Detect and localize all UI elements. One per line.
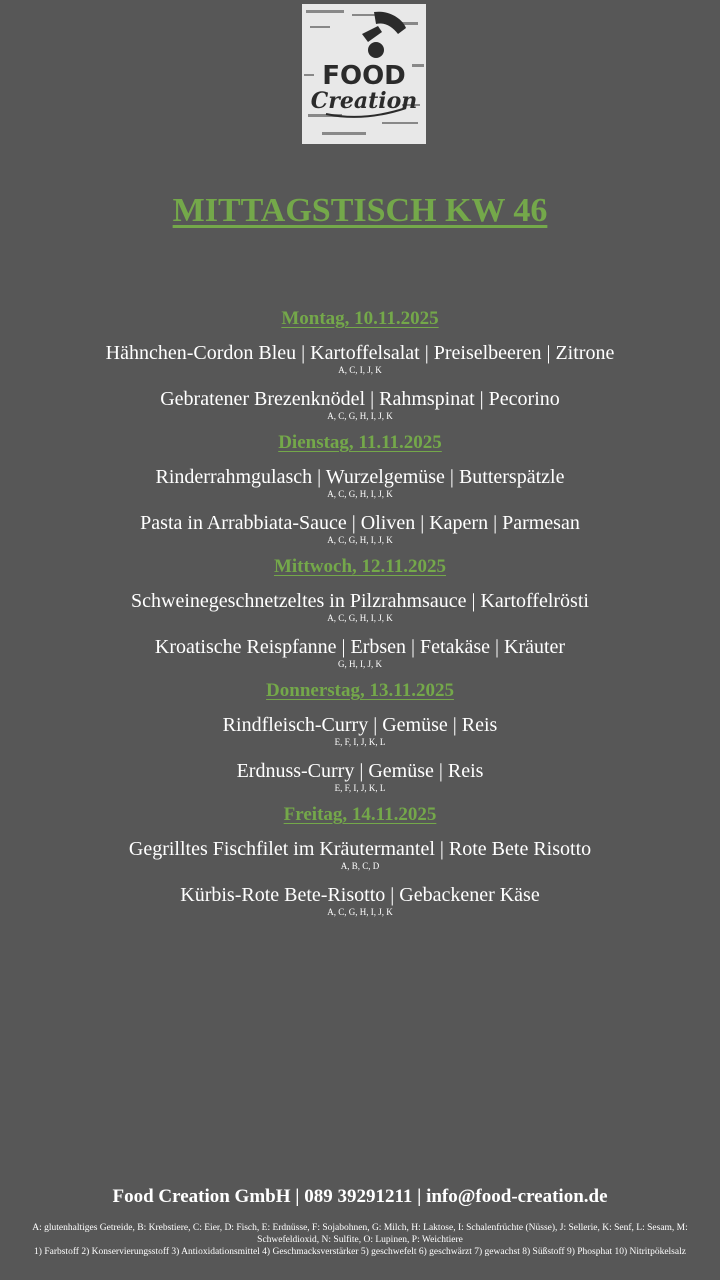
dish-item — [0, 512, 720, 546]
dish-name: Kürbis-Rote Bete-Risotto | Gebackener Käse — [180, 884, 540, 906]
logo-word-creation: Creation — [310, 88, 418, 114]
dish-allergens: G, H, I, J, K — [338, 659, 382, 669]
dish-name: Rindfleisch-Curry | Gemüse | Reis — [222, 714, 498, 736]
additive-legend: 1) Farbstoff 2) Konservierungsstoff 3) Antioxidationsmittel 4) Geschmacksverstärker 5) geschwefelt 6) geschwärzt 7) gewachst 8) Süßstoff 9) Phosphat 10) Nitritpökelsalz — [34, 1247, 686, 1257]
day-heading: Mittwoch, 12.11.2025 — [273, 556, 447, 577]
dish-item — [0, 342, 720, 376]
dish-item — [0, 884, 720, 918]
dish-item — [0, 636, 720, 670]
day-section — [0, 430, 720, 546]
dish-name: Gegrilltes Fischfilet im Kräutermantel | Rote Bete Risotto — [128, 838, 592, 860]
dish-item — [0, 388, 720, 422]
logo-word-food: FOOD — [322, 61, 406, 91]
day-heading: Donnerstag, 13.11.2025 — [266, 680, 454, 701]
day-section — [0, 802, 720, 918]
dish-name: Gebratener Brezenknödel | Rahmspinat | Pecorino — [160, 388, 560, 410]
footer-legend — [12, 1222, 708, 1258]
dish-allergens: A, C, G, H, I, J, K — [327, 613, 393, 623]
dish-allergens: E, F, I, J, K, L — [334, 737, 386, 747]
day-heading: Dienstag, 11.11.2025 — [278, 432, 442, 453]
food-creation-logo — [302, 4, 426, 144]
dish-name: Pasta in Arrabbiata-Sauce | Oliven | Kapern | Parmesan — [140, 512, 580, 534]
dish-name: Rinderrahmgulasch | Wurzelgemüse | Butterspätzle — [155, 466, 565, 488]
allergen-legend: A: glutenhaltiges Getreide, B: Krebstiere, C: Eier, D: Fisch, E: Erdnüsse, F: Sojabohnen, G: Milch, H: Laktose, I: Schalenfrüchte (Nüsse), J: Sellerie, K: Senf, L: Sesam, M: Schwefeldioxid, N: Sulfite, O: Lupinen, P: Weichtiere — [32, 1223, 688, 1245]
dish-item — [0, 590, 720, 624]
dish-item — [0, 760, 720, 794]
dish-item — [0, 838, 720, 872]
dish-allergens: A, C, G, H, I, J, K — [327, 907, 393, 917]
dish-name: Erdnuss-Curry | Gemüse | Reis — [236, 760, 484, 782]
dish-allergens: A, C, G, H, I, J, K — [327, 535, 393, 545]
dish-allergens: A, C, G, H, I, J, K — [327, 489, 393, 499]
dish-name: Kroatische Reispfanne | Erbsen | Fetakäse | Kräuter — [154, 636, 566, 658]
dish-allergens: A, C, G, H, I, J, K — [327, 411, 393, 421]
day-heading: Montag, 10.11.2025 — [281, 308, 439, 329]
dish-item — [0, 714, 720, 748]
dish-name: Hähnchen-Cordon Bleu | Kartoffelsalat | Preiselbeeren | Zitrone — [105, 342, 615, 364]
day-heading: Freitag, 14.11.2025 — [283, 804, 437, 825]
footer-contact: Food Creation GmbH | 089 39291211 | info@food-creation.de — [112, 1186, 608, 1207]
day-section — [0, 306, 720, 422]
day-section — [0, 554, 720, 670]
day-section — [0, 678, 720, 794]
dish-allergens: E, F, I, J, K, L — [334, 783, 386, 793]
dish-item — [0, 466, 720, 500]
dish-allergens: A, C, I, J, K — [338, 365, 382, 375]
dish-name: Schweinegeschnetzeltes in Pilzrahmsauce | Kartoffelrösti — [131, 590, 589, 612]
weekly-menu — [0, 306, 720, 926]
dish-allergens: A, B, C, D — [340, 861, 380, 871]
page-title: MITTAGSTISCH KW 46 — [172, 192, 548, 229]
logo-graphic — [302, 4, 426, 144]
